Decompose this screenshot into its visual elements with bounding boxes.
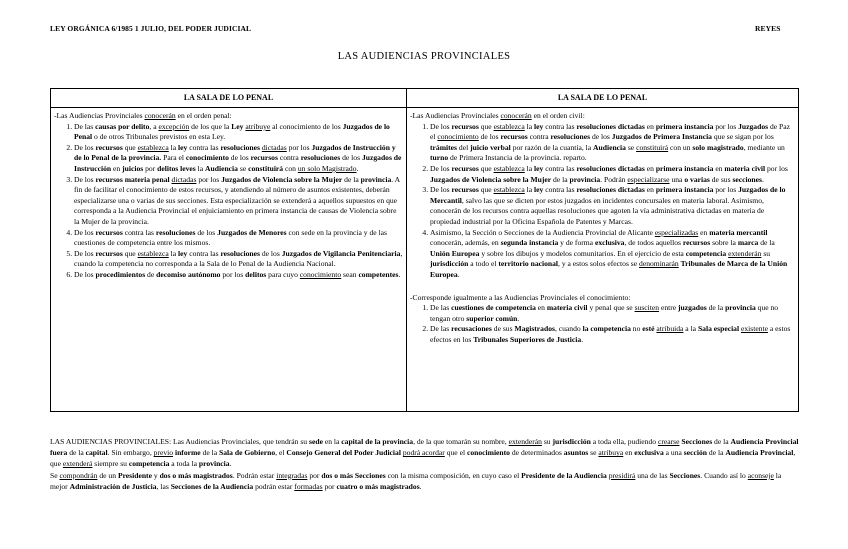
footer-notes [50, 436, 800, 492]
col2-intro-2: -Corresponde igualmente a las Audiencias Provinciales el conocimiento: [410, 292, 631, 302]
competence-table [50, 88, 799, 412]
list-item: 3. De los recursos materia penal dictadas por los Juzgados de Violencia sobre la Mujer de la provincia. A fin de facilitar el conocimiento de estos recursos, y atendiendo al número de asuntos existentes, deberán especializarse una o varias de sus secciones. Esta especialización se extenderá a aquellos supuestos en que corresponda a la Audiencia Provincial el enjuiciamiento en primera instancia de causas de Violencia sobre la Mujer de la provincia. [74, 175, 403, 228]
col2-intro: -Las Audiencias Provinciales conocerán en el orden civil: [410, 111, 585, 120]
list-item: 1. De las causas por delito, a excepción de los que la Ley atribuye al conocimiento de los Juzgados de lo Penal o de otros Tribunales previstos en esta Ley. [74, 122, 403, 143]
col1-list [54, 122, 403, 281]
footer-paragraph-1: LAS AUDIENCIAS PROVINCIALES: Las Audiencias Provinciales, que tendrán su sede en la capital de la provincia, de la que tomarán su nombre, extenderán su jurisdicción a toda ella, pudiendo crearse Secciones de la Audiencia Provincial fuera de la capital. Sin embargo, previo informe de la Sala de Gobierno, el Consejo General del Poder Judicial podrá acordar que el conocimiento de determinados asuntos se atribuya en exclusiva a una sección de la Audiencia Provincial, que extenderá siempre su competencia a toda la provincia. [50, 437, 799, 469]
list-item: 1. De las cuestiones de competencia en materia civil y penal que se susciten entre juzgados de la provincia que no tengan otro superior común. [430, 303, 795, 324]
table-cell-civil [407, 108, 799, 412]
footer-paragraph-2: Se compondrán de un Presidente y dos o más magistrados. Podrán estar integradas por dos o más Secciones con la misma composición, en cuyo caso el Presidente de la Audiencia presidirá una de las Secciones. Cuando así lo aconseje la mejor Administración de Justicia, las Secciones de la Audiencia podrán estar formadas por cuatro o más magistrados. [50, 470, 782, 491]
col1-intro: -Las Audiencias Provinciales conocerán en el orden penal: [54, 111, 232, 120]
table-cell-penal [51, 108, 407, 412]
list-item: 1. De los recursos que establezca la ley contra las resoluciones dictadas en primera instancia por los Juzgados de Paz el conocimiento de los recursos contra resoluciones de los Juzgados de Primera Instancia que se sigan por los trámites del juicio verbal por razón de la cuantía, la Audiencia se constituirá con un solo magistrado, mediante un turno de Primera Instancia de la provincia. reparto. [430, 122, 795, 164]
list-item: 3. De los recursos que establezca la ley contra las resoluciones dictadas en primera instancia por los Juzgados de lo Mercantil, salvo las que se dicten por estos juzgados en incidentes concursales en materia laboral. Asimismo, conocerán de los recursos contra aquellas resoluciones que agoten la vía administrativa dictadas en materia de propiedad industrial por la Oficina Española de Patentes y Marcas. [430, 185, 795, 227]
list-item: 4. Asimismo, la Sección o Secciones de la Audiencia Provincial de Alicante especializadas en materia mercantil conocerán, además, en segunda instancia y de forma exclusiva, de todos aquellos recursos sobre la marca de la Unión Europea y sobre los dibujos y modelos comunitarios. En el ejercicio de esta competencia extenderán su jurisdicción a todo el territorio nacional, y a estos solos efectos se denominarán Tribunales de Marca de la Unión Europea. [430, 228, 795, 281]
col2-list-2 [410, 303, 795, 345]
table-header-col1: LA SALA DE LO PENAL [51, 89, 407, 108]
col2-list [410, 122, 795, 281]
document-header-left: LEY ORGÁNICA 6/1985 1 JULIO, DEL PODER JUDICIAL [50, 24, 252, 33]
list-item: 5. De los recursos que establezca la ley contra las resoluciones de los Juzgados de Vigilancia Penitenciaria, cuando la competencia no corresponda a la Sala de lo Penal de la Audiencia Nacional. [74, 249, 403, 270]
list-item: 2. De los recursos que establezca la ley contra las resoluciones dictadas por los Juzgados de Instrucción y de lo Penal de la provincia. Para el conocimiento de los recursos contra resoluciones de los Juzgados de Instrucción en juicios por delitos leves la Audiencia se constituirá con un solo Magistrado. [74, 143, 403, 175]
list-item: 6. De los procedimientos de decomiso autónomo por los delitos para cuyo conocimiento sean competentes. [74, 270, 403, 281]
list-item: 2. De los recursos que establezca la ley contra las resoluciones dictadas en primera instancia en materia civil por los Juzgados de Violencia sobre la Mujer de la provincia. Podrán especializarse una o varias de sus secciones. [430, 164, 795, 185]
document-header-right: REYES [755, 24, 781, 33]
table-header-row [51, 89, 799, 108]
table-header-col2: LA SALA DE LO PENAL [407, 89, 799, 108]
page-title: LAS AUDIENCIAS PROVINCIALES [337, 51, 511, 62]
list-item: 2. De las recusaciones de sus Magistrados, cuando la competencia no esté atribuida a la Sala especial existente a estos efectos en los Tribunales Superiores de Justicia. [430, 324, 795, 345]
table-row [51, 108, 799, 412]
list-item: 4. De los recursos contra las resoluciones de los Juzgados de Menores con sede en la provincia y de las cuestiones de competencia entre los mismos. [74, 228, 403, 249]
